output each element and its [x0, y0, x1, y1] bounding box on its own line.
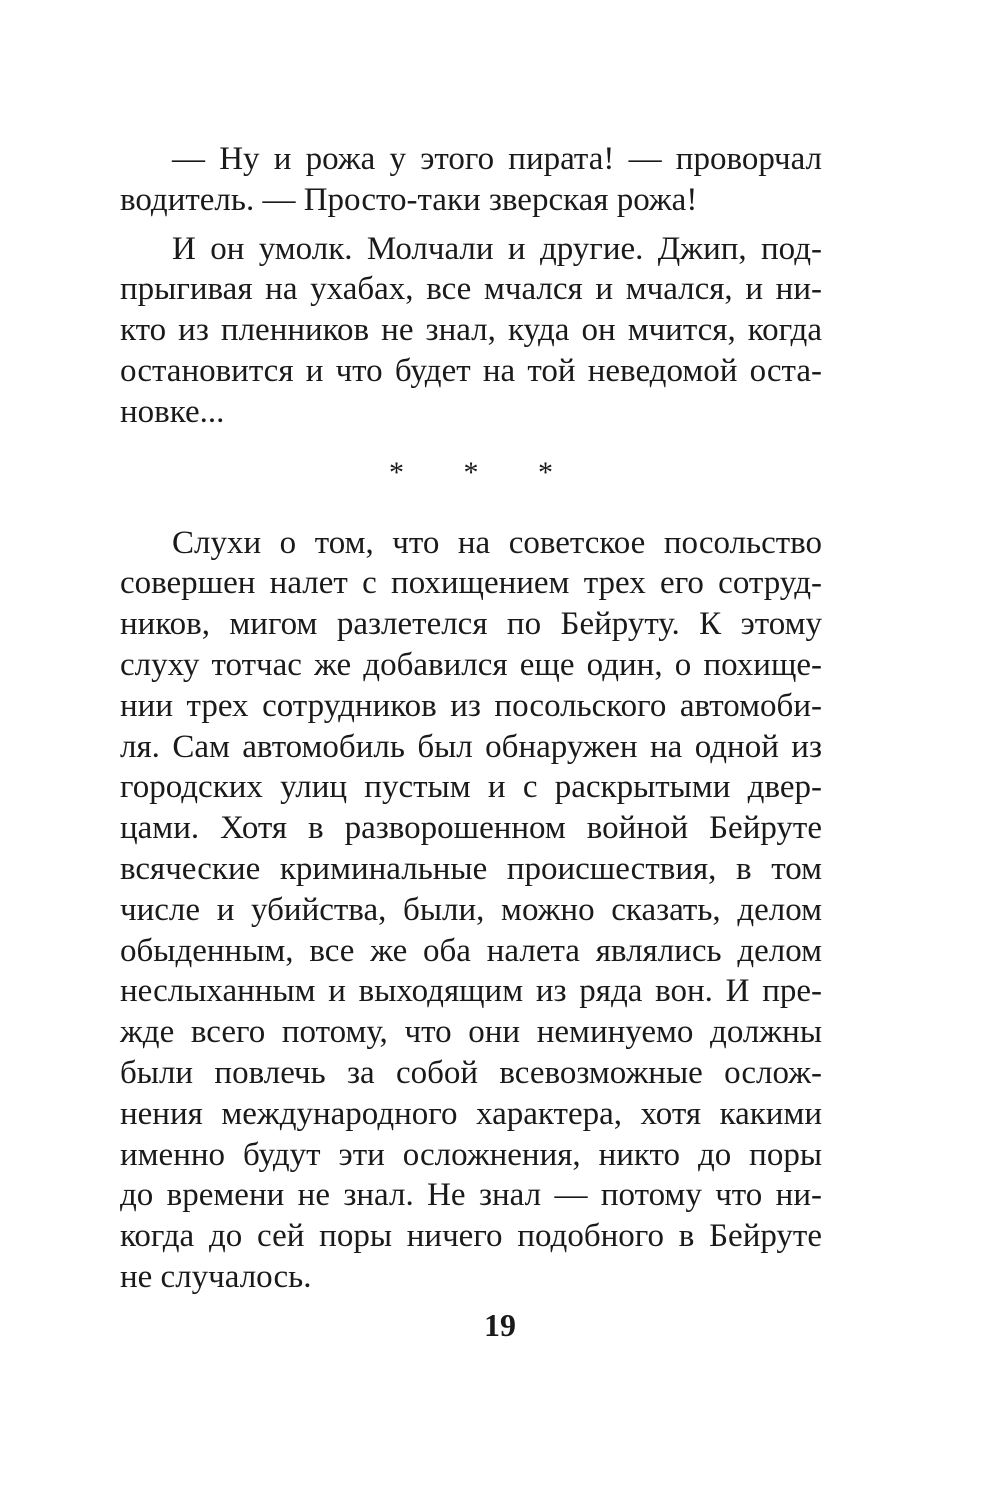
- text-line: новке...: [120, 393, 225, 430]
- text-line: И он умолк. Молчали и другие. Джип, под-: [172, 230, 822, 267]
- text-line: ля. Сам автомобиль был обнаружен на одной из: [120, 728, 822, 765]
- text-line: нения международного характера, хотя какими: [120, 1095, 822, 1132]
- text-line: всяческие криминальные происшествия, в том: [120, 850, 822, 887]
- text-line: были повлечь за собой всевозможные ослож-: [120, 1054, 822, 1091]
- text-line: когда до сей поры ничего подобного в Бейруте: [120, 1218, 822, 1255]
- text-line: остановится и что будет на той неведомой оста-: [120, 352, 822, 389]
- text-line: водитель. — Просто-таки зверская рожа!: [120, 181, 698, 218]
- text-line: городских улиц пустым и с раскрытыми двер-: [120, 769, 822, 806]
- text-line: неслыханным и выходящим из ряда вон. И пре-: [120, 973, 822, 1010]
- text-line: — Ну и рожа у этого пирата! — проворчал: [172, 141, 822, 177]
- section-separator: * * *: [389, 455, 579, 489]
- text-line: цами. Хотя в разворошенном войной Бейруте: [120, 810, 822, 847]
- text-line: не случалось.: [120, 1258, 312, 1295]
- text-line: совершен налет с похищением трех его сотруд-: [120, 565, 822, 602]
- text-line: именно будут эти осложнения, никто до поры: [120, 1136, 822, 1173]
- paragraph-2: [120, 229, 822, 433]
- text-line: нии трех сотрудников из посольского автомоби-: [120, 687, 822, 724]
- text-line: слуху тотчас же добавился еще один, о похище-: [120, 646, 822, 683]
- text-line: ников, мигом разлетелся по Бейруту. К этому: [120, 606, 822, 643]
- text-line: числе и убийства, были, можно сказать, делом: [120, 891, 822, 928]
- text-line: обыденным, все же оба налета являлись делом: [120, 932, 822, 969]
- text-line: жде всего потому, что они неминуемо должны: [120, 1014, 822, 1051]
- text-line: до времени не знал. Не знал — потому что ни-: [120, 1177, 822, 1214]
- text-line: Слухи о том, что на советское посольство: [172, 524, 822, 561]
- page-number: 19: [484, 1307, 516, 1343]
- text-line: прыгивая на ухабах, все мчался и мчался, и ни-: [120, 271, 822, 308]
- text-line: кто из пленников не знал, куда он мчится, когда: [120, 312, 822, 349]
- paragraph-3: [120, 523, 822, 1298]
- page-text: [120, 139, 822, 1298]
- paragraph-1: [120, 139, 822, 221]
